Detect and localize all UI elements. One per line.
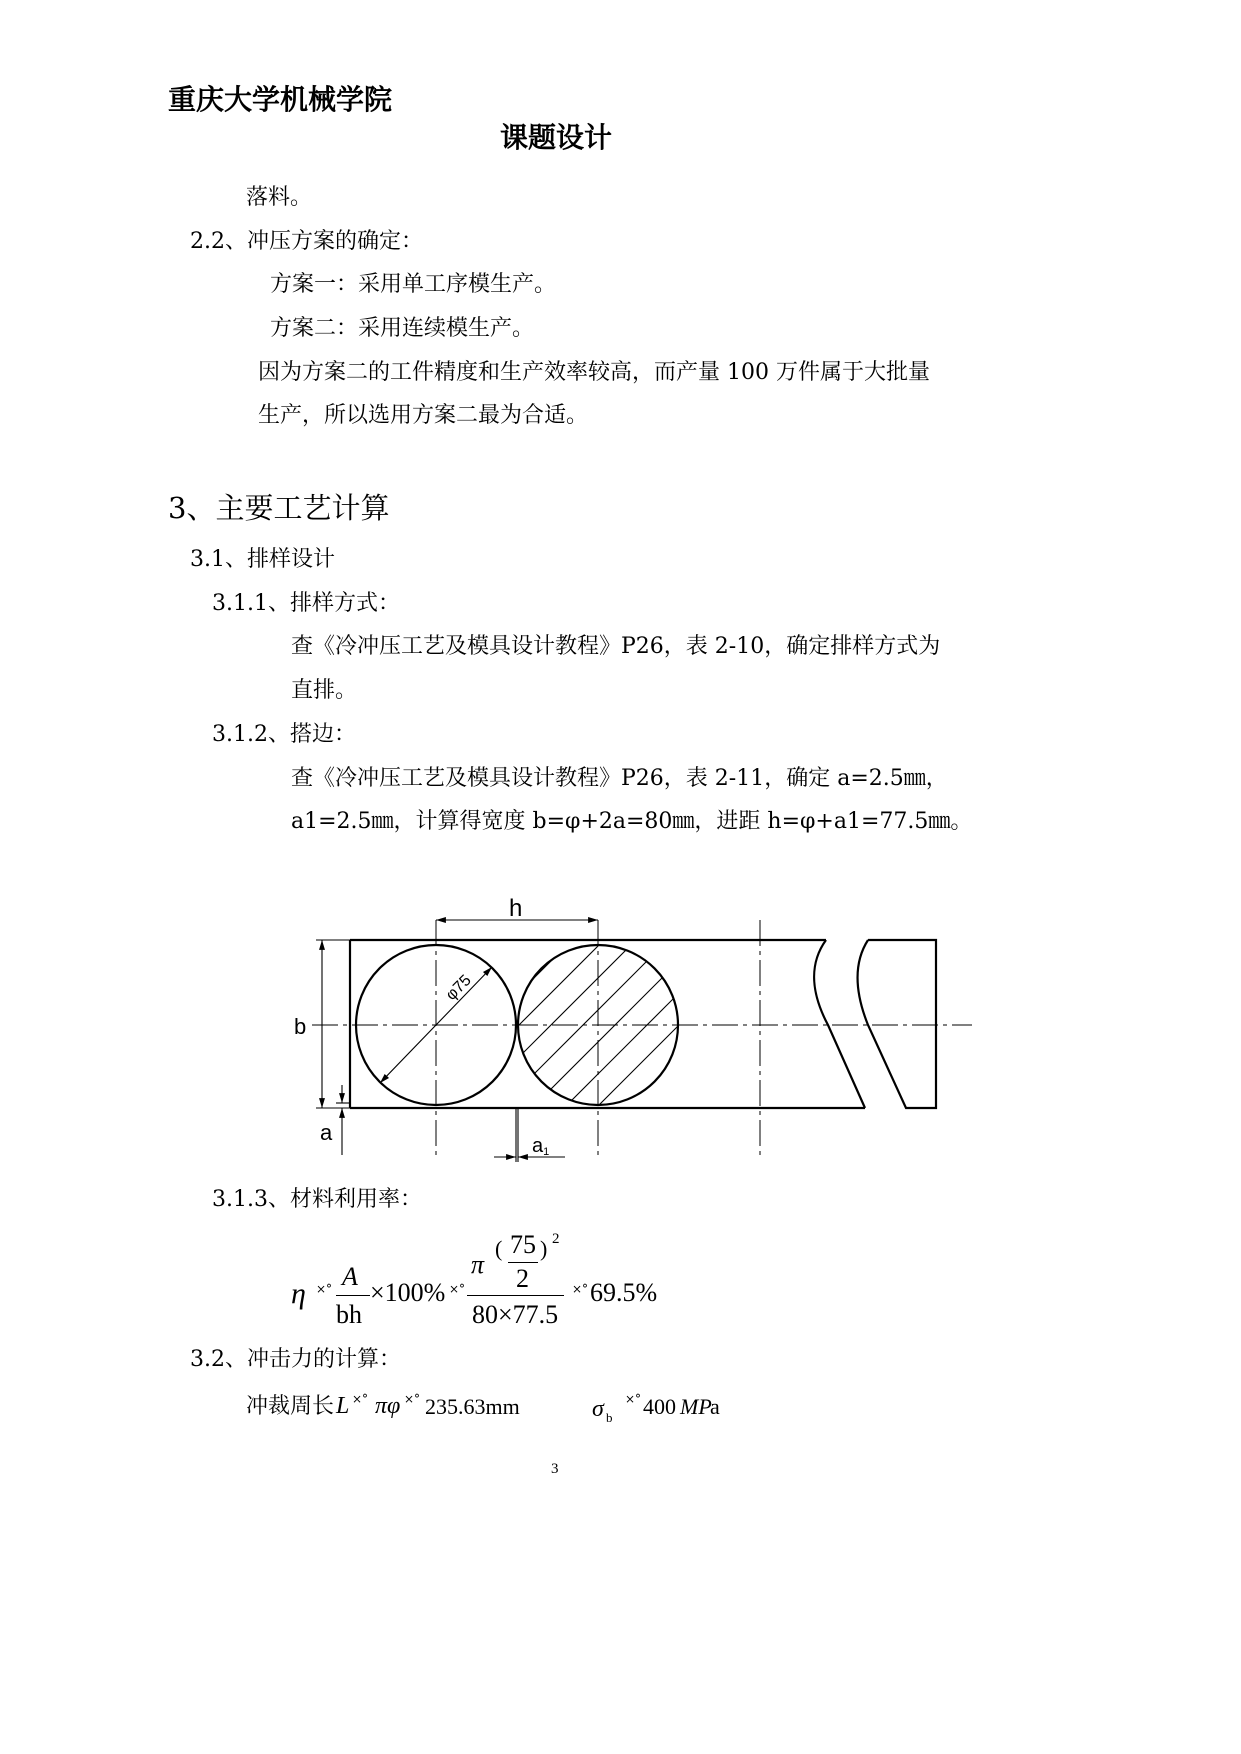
equals-glyph: ×° (625, 1392, 642, 1406)
page-number: 3 (551, 1461, 559, 1477)
pi-symbol: π (471, 1250, 485, 1279)
text-line: 因为方案二的工件精度和生产效率较高，而产量 100 万件属于大批量 (258, 360, 930, 385)
fraction-bar (467, 1295, 564, 1296)
section-heading-3-2: 3.2、冲击力的计算： (190, 1347, 401, 1372)
times-100: ×100% (370, 1278, 446, 1307)
text-line: 查《冷冲压工艺及模具设计教程》P26，表 2-10，确定排样方式为 (291, 634, 941, 659)
exponent-2: 2 (552, 1231, 560, 1247)
section-heading-3-1-2: 3.1.2、搭边： (212, 722, 356, 747)
paren-close: ) (540, 1236, 548, 1261)
result-value: 69.5% (590, 1278, 658, 1307)
center-lines (312, 920, 972, 1160)
text-line: 落料。 (246, 185, 313, 210)
section-heading-3: 3、主要工艺计算 (168, 491, 390, 525)
text-line: a1=2.5㎜，计算得宽度 b=φ+2a=80㎜，进距 h=φ+a1=77.5㎜。 (291, 809, 973, 834)
perimeter-value: 235.63mm (425, 1394, 520, 1419)
fraction-bar (508, 1262, 538, 1263)
strip-layout-drawing (0, 880, 1241, 1220)
text-line: 方案一：采用单工序模生产。 (270, 272, 557, 297)
school-name: 重庆大学机械学院 (168, 83, 393, 116)
section-heading-2-2: 2.2、冲压方案的确定： (190, 229, 423, 254)
equals-glyph: ×° (352, 1392, 369, 1406)
label-b: b (294, 1014, 307, 1039)
equals-glyph: ×° (572, 1282, 589, 1296)
pi-phi: πφ (375, 1393, 401, 1419)
dimension-a1 (494, 1108, 565, 1162)
sigma-subscript: b (606, 1410, 613, 1425)
text-line: 查《冷冲压工艺及模具设计教程》P26，表 2-11，确定 a=2.5㎜， (291, 766, 948, 791)
denominator-2: 2 (516, 1264, 529, 1293)
denominator-80x77-5: 80×77.5 (472, 1300, 559, 1329)
text-line: 直排。 (291, 678, 358, 703)
dimension-b (316, 940, 350, 1108)
diameter-label: φ75 (442, 971, 475, 1004)
section-heading-3-1: 3.1、排样设计 (190, 547, 335, 572)
equals-glyph: ×° (449, 1282, 466, 1296)
numerator-75: 75 (510, 1230, 536, 1259)
text-line: 生产，所以选用方案二最为合适。 (258, 403, 589, 428)
fraction-bar (336, 1295, 370, 1296)
page-title: 课题设计 (500, 121, 613, 154)
section-heading-3-1-1: 3.1.1、排样方式： (212, 591, 400, 616)
dimension-a (336, 1085, 350, 1155)
equals-glyph: ×° (316, 1282, 333, 1296)
perimeter-lead: 冲裁周长 (246, 1394, 335, 1419)
denominator-bh: bh (336, 1300, 362, 1329)
symbol-L: L (336, 1393, 350, 1419)
eta-symbol: η (291, 1277, 306, 1310)
label-a: a (320, 1120, 333, 1145)
numerator-A: A (342, 1262, 358, 1291)
sigma-symbol: σ (592, 1396, 604, 1422)
text-line: 方案二：采用连续模生产。 (270, 316, 535, 341)
paren-open: ( (495, 1236, 503, 1261)
strength-value: 400 (643, 1394, 676, 1419)
strength-unit-a: a (710, 1394, 720, 1419)
strength-unit: MP (680, 1394, 712, 1419)
label-h: h (509, 895, 523, 922)
equals-glyph: ×° (404, 1392, 421, 1406)
section-heading-3-1-3: 3.1.3、材料利用率： (212, 1187, 422, 1212)
label-a1: a1 (532, 1135, 550, 1158)
